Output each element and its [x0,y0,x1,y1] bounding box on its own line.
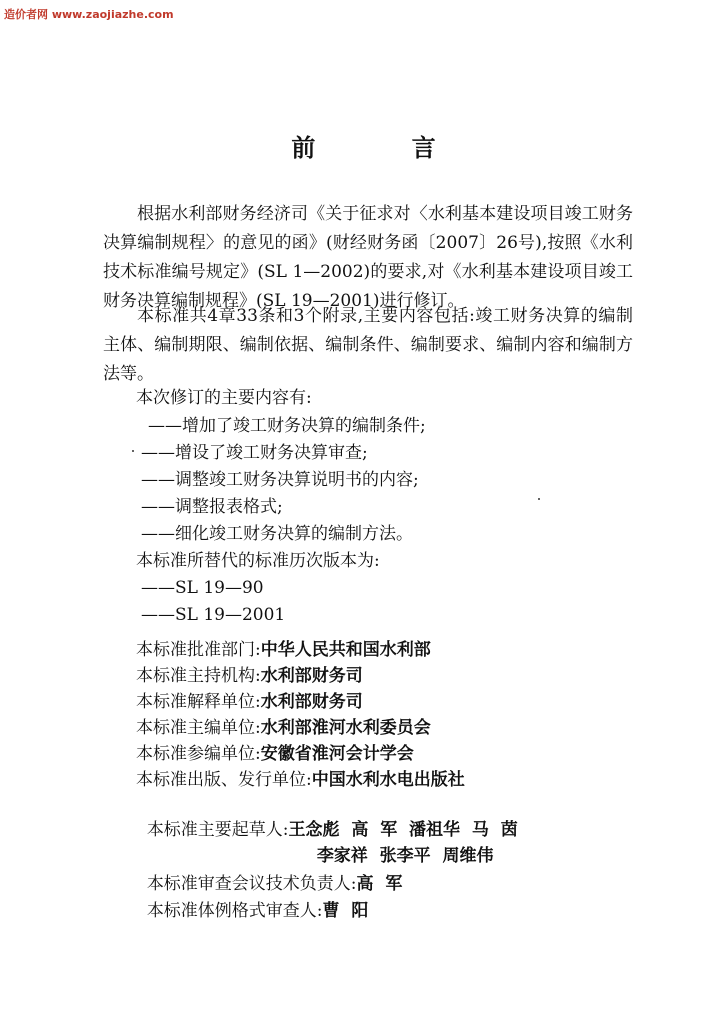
paragraph-standard-scope: 本标准共4章33条和3个附录,主要内容包括:竣工财务决算的编制主体、编制期限、编制依据、编制条件、编制要求、编制内容和编制方法等。 [103,306,633,384]
revision-item: ——增加了竣工财务决算的编制条件; [148,416,426,436]
page-title: 前 言 [291,134,480,162]
credit-format-reviewer [136,878,368,922]
revision-item: ——增设了竣工财务决算审查; [141,443,368,463]
credit-label: 本标准主要起草人: [146,820,289,840]
credit-value: 曹 阳 [322,901,369,921]
credit-participating-unit [136,743,414,765]
credit-label: 本标准批准部门: [136,640,261,660]
credit-value: 水利部财务司 [260,666,363,686]
credit-value: 李家祥 张李平 周维伟 [316,846,494,866]
credit-label: 本标准主持机构: [136,666,261,686]
credit-value: 中华人民共和国水利部 [260,640,431,660]
credit-label: 本标准审查会议技术负责人: [146,874,357,894]
credit-label: 本标准参编单位: [136,744,261,764]
credit-label: 本标准出版、发行单位: [136,770,312,790]
credit-value: 水利部淮河水利委员会 [260,718,431,738]
credit-label: 本标准体例格式审查人: [146,901,323,921]
scan-speck [132,450,134,452]
credit-interpret-unit [136,691,363,713]
site-watermark: 造价者网 www.zaojiazhe.com [4,8,174,21]
history-item: ——SL 19—2001 [141,605,286,625]
credit-value: 高 军 [356,874,403,894]
credit-host-org [136,665,363,687]
credit-label: 本标准主编单位: [136,718,261,738]
credit-value: 王念彪 高 军 潘祖华 马 茵 [288,820,518,840]
revision-item: ——细化竣工财务决算的编制方法。 [141,524,413,544]
revision-item: ——调整竣工财务决算说明书的内容; [141,470,419,490]
credit-value: 中国水利水电出版社 [311,770,465,790]
credit-value: 水利部财务司 [260,692,363,712]
credit-publisher [136,769,465,791]
credit-label: 本标准解释单位: [136,692,261,712]
revision-item: ——调整报表格式; [141,497,283,517]
credit-chief-editor-unit [136,717,431,739]
scan-speck [538,498,540,500]
history-item: ——SL 19—90 [141,578,264,598]
paragraph-revision-basis: 根据水利部财务经济司《关于征求对〈水利基本建设项目竣工财务决算编制规程〉的意见的函》(财经财务函〔2007〕26号),按照《水利技术标准编号规定》(SL 1—2002)的要求,对《水利基本建设项目竣工财务决算编制规程》(SL 19—2001)进行修订。 [103,204,633,311]
history-intro: 本标准所替代的标准历次版本为: [136,551,380,571]
revision-intro: 本次修订的主要内容有: [136,388,312,408]
credit-value: 安徽省淮河会计学会 [260,744,414,764]
credit-approval-dept [136,639,431,661]
